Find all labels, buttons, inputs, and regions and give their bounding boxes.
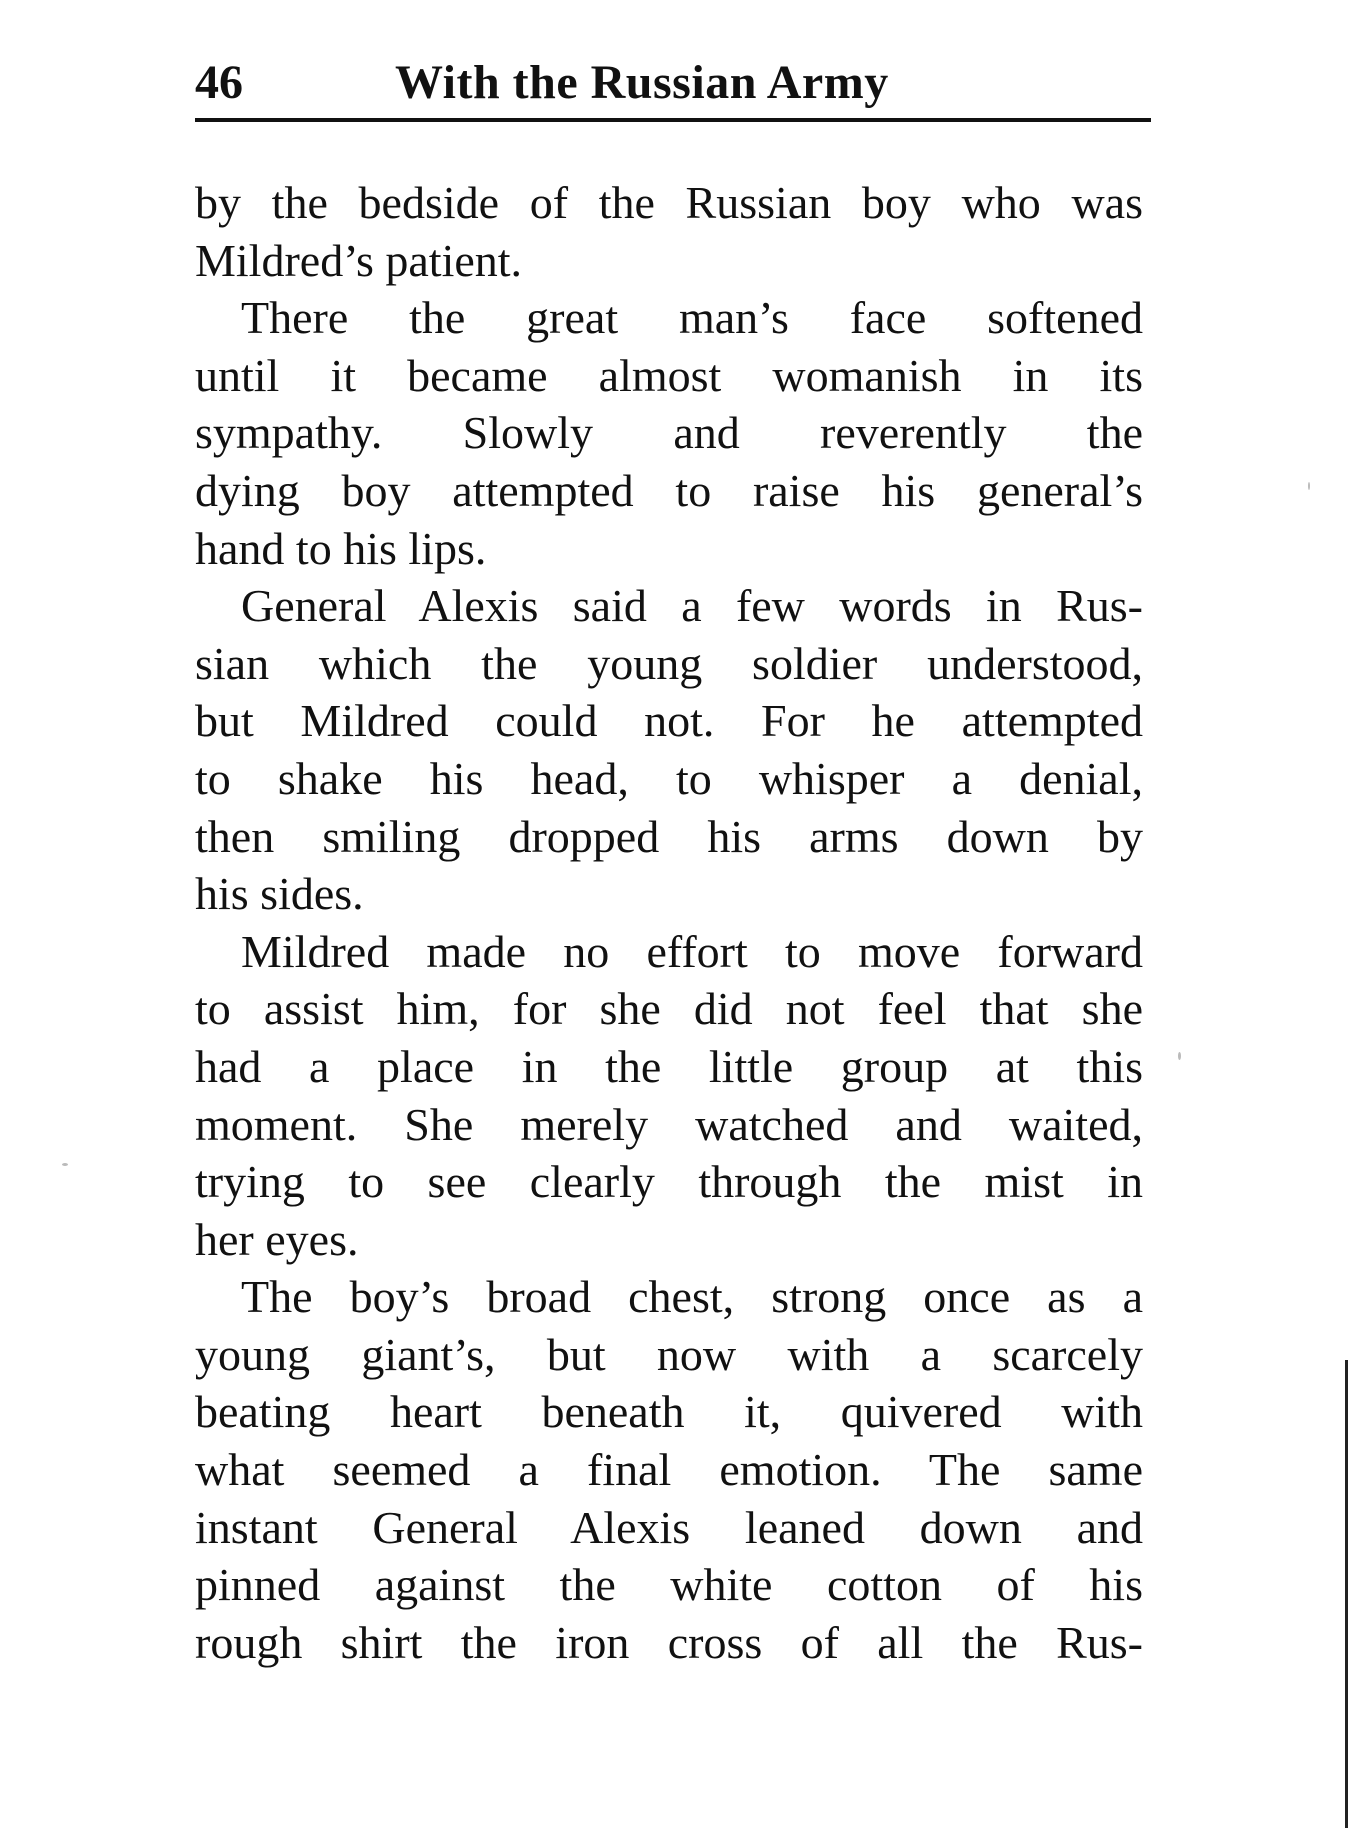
paragraph — [195, 577, 1143, 923]
text-line: dying boy attempted to raise his general’s — [195, 464, 1143, 516]
text-line: to shake his head, to whisper a denial, — [195, 752, 1143, 804]
body-text — [195, 174, 1143, 1671]
page-header — [195, 50, 1151, 124]
text-line: but Mildred could not. For he attempted — [195, 695, 1143, 747]
text-line: to assist him, for she did not feel that she — [195, 983, 1143, 1035]
text-line: Mildred made no effort to move forward — [241, 925, 1143, 977]
scan-edge-shadow — [1345, 1360, 1348, 1828]
text-line: Mildred’s patient. — [195, 234, 523, 286]
paragraph — [195, 1268, 1143, 1671]
text-line: beating heart beneath it, quivered with — [195, 1386, 1143, 1438]
text-line: what seemed a final emotion. The same — [195, 1444, 1143, 1496]
text-line: young giant’s, but now with a scarcely — [195, 1328, 1143, 1380]
paragraph — [195, 174, 1143, 289]
text-line: then smiling dropped his arms down by — [195, 810, 1143, 862]
text-line: rough shirt the iron cross of all the Rus- — [195, 1616, 1143, 1668]
scan-speck — [1178, 1052, 1181, 1060]
text-line: until it became almost womanish in its — [195, 349, 1143, 401]
text-line: General Alexis said a few words in Rus- — [241, 580, 1143, 632]
text-line: sympathy. Slowly and reverently the — [195, 407, 1143, 459]
text-line: by the bedside of the Russian boy who was — [195, 177, 1143, 228]
text-line: sian which the young soldier understood, — [195, 637, 1143, 689]
text-line: instant General Alexis leaned down and — [195, 1501, 1143, 1553]
text-line: The boy’s broad chest, strong once as a — [241, 1271, 1143, 1323]
paragraph — [195, 289, 1143, 577]
text-line: hand to his lips. — [195, 522, 487, 574]
header-rule — [195, 118, 1151, 122]
paragraph — [195, 923, 1143, 1269]
text-line: his sides. — [195, 868, 364, 920]
text-line: her eyes. — [195, 1213, 359, 1265]
text-line: trying to see clearly through the mist in — [195, 1156, 1143, 1208]
scan-speck — [62, 1163, 68, 1166]
scan-speck — [1308, 482, 1310, 490]
text-line: There the great man’s face softened — [241, 292, 1143, 344]
running-title: With the Russian Army — [395, 56, 889, 109]
text-line: moment. She merely watched and waited, — [195, 1098, 1143, 1150]
text-line: pinned against the white cotton of his — [195, 1559, 1143, 1611]
text-line: had a place in the little group at this — [195, 1040, 1143, 1092]
page-number: 46 — [195, 56, 243, 109]
